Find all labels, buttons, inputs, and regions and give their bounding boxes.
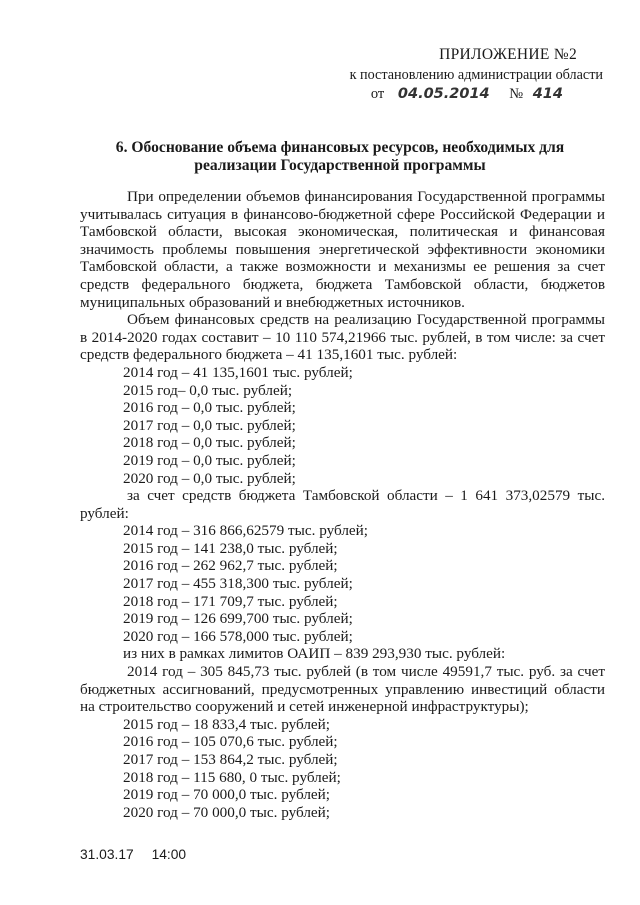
section-title-line: 6. Обоснование объема финансовых ресурсов, необходимых для <box>115 139 565 156</box>
list-item: 2017 год – 455 318,300 тыс. рублей; <box>123 575 353 593</box>
text-line: средств федерального бюджета – 41 135,1601 тыс. рублей: <box>80 346 458 364</box>
footer-date: 31.03.17 <box>80 847 134 862</box>
list-item: 2020 год – 0,0 тыс. рублей; <box>123 469 296 487</box>
list-item: 2016 год – 0,0 тыс. рублей; <box>123 399 296 417</box>
text-line: муниципальных образований и внебюджетных источников. <box>80 293 465 311</box>
paragraph-total-volume <box>80 311 605 364</box>
text-line: рублей: <box>80 504 129 522</box>
list-item: 2020 год – 70 000,0 тыс. рублей; <box>123 803 331 821</box>
list-item: 2015 год – 18 833,4 тыс. рублей; <box>123 715 331 733</box>
text-line: за счет средств бюджета Тамбовской области – 1 641 373,02579 тыс. <box>127 487 605 505</box>
list-item: 2020 год – 166 578,000 тыс. рублей; <box>123 627 353 645</box>
text-line: 2014 год – 305 845,73 тыс. рублей (в том числе 49591,7 тыс. руб. за счет <box>127 663 605 681</box>
text-line: Тамбовской области, высокая экономическая, политическая и финансовая <box>80 223 605 241</box>
section-title <box>90 139 590 175</box>
list-item: 2015 год – 141 238,0 тыс. рублей; <box>123 539 338 557</box>
text-line: Тамбовской области, а также возможности и механизмы ее решения за счет <box>80 258 605 276</box>
number-label: № <box>509 86 524 103</box>
text-line: Объем финансовых средств на реализацию Государственной программы <box>127 311 605 329</box>
resolution-reference: к постановлению администрации области <box>349 66 603 83</box>
oaip-list <box>80 716 605 822</box>
from-label: от <box>370 86 385 103</box>
list-item: 2014 год – 41 135,1601 тыс. рублей; <box>123 363 353 381</box>
section-title-line: реализации Государственной программы <box>194 157 486 174</box>
federal-budget-list <box>80 364 605 487</box>
text-line: на строительство сооружений и сетей инженерной инфраструктуры); <box>80 698 529 716</box>
handwritten-number: 414 <box>532 86 563 103</box>
footer-time: 14:00 <box>151 847 187 862</box>
list-item: 2017 год – 0,0 тыс. рублей; <box>123 416 296 434</box>
list-item: 2016 год – 262 962,7 тыс. рублей; <box>123 557 338 575</box>
appendix-header <box>300 46 605 104</box>
paragraph-financing-basis <box>80 188 605 311</box>
list-item: 2018 год – 0,0 тыс. рублей; <box>123 434 296 452</box>
print-footer <box>80 846 200 864</box>
list-item: 2016 год – 105 070,6 тыс. рублей; <box>123 733 338 751</box>
document-body <box>80 188 605 821</box>
list-item: 2019 год – 70 000,0 тыс. рублей; <box>123 786 331 804</box>
oaip-intro: из них в рамках лимитов ОАИП – 839 293,930 тыс. рублей: <box>123 645 506 663</box>
list-item: 2017 год – 153 864,2 тыс. рублей; <box>123 751 338 768</box>
regional-budget-list <box>80 522 605 645</box>
text-line: средств федерального бюджета, бюджета Тамбовской области, бюджетов <box>80 275 605 293</box>
resolution-date-number <box>300 86 605 104</box>
text-line: значимость проблемы повышения энергетической эффективности экономики <box>80 240 605 258</box>
text-line: в 2014-2020 годах составит – 10 110 574,21966 тыс. рублей, в том числе: за счет <box>80 328 605 346</box>
text-line: бюджетных ассигнований, предусмотренных управлению инвестиций области <box>80 680 605 698</box>
appendix-title: ПРИЛОЖЕНИЕ №2 <box>439 46 577 63</box>
list-item: 2019 год – 126 699,700 тыс. рублей; <box>123 610 353 628</box>
text-line: учитывалась ситуация в финансово-бюджетной сфере Российской Федерации и <box>80 205 605 223</box>
text-line: При определении объемов финансирования Государственной программы <box>127 188 605 205</box>
list-item: 2014 год – 316 866,62579 тыс. рублей; <box>123 522 368 540</box>
list-item: 2019 год – 0,0 тыс. рублей; <box>123 451 296 469</box>
oaip-2014-paragraph <box>80 663 605 716</box>
list-item: 2018 год – 115 680, 0 тыс. рублей; <box>123 768 341 786</box>
regional-budget-intro <box>80 487 605 522</box>
handwritten-date: 04.05.2014 <box>397 86 490 103</box>
list-item: 2018 год – 171 709,7 тыс. рублей; <box>123 592 338 610</box>
list-item: 2015 год– 0,0 тыс. рублей; <box>123 381 293 399</box>
